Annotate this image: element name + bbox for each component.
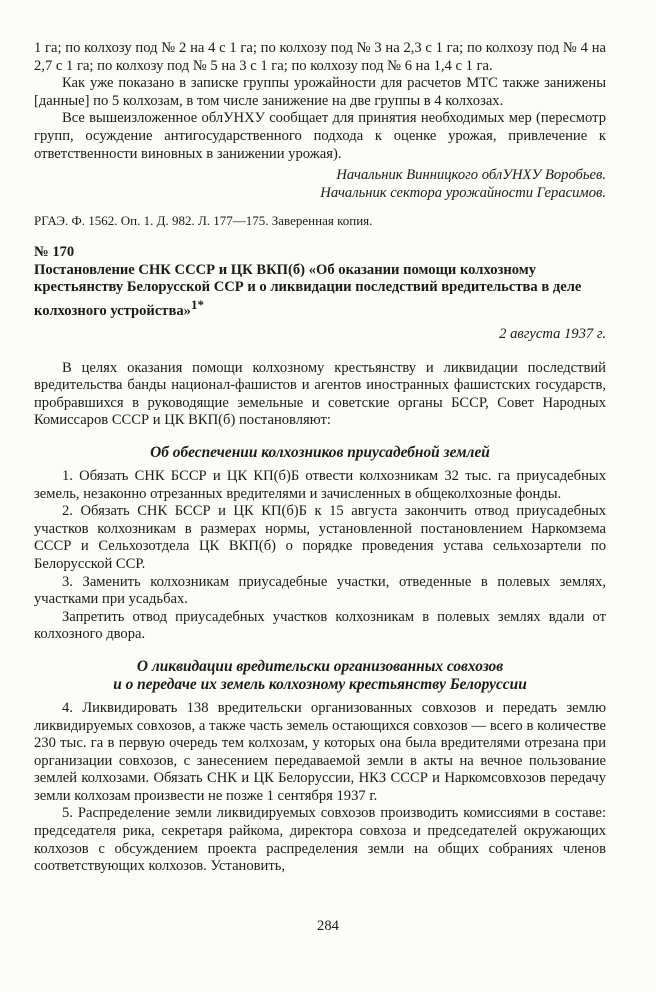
preamble-paragraph: В целях оказания помощи колхозному крестьянству и ликвидации последствий вредительства банды национал-фашистов и агентов иностранных фашистских государств, пробравшихся в руководящие земельные и советские органы БССР, Совет Народных Комиссаров СССР и ЦК ВКП(б) постановляют: [34,359,606,429]
item-1: 1. Обязать СНК БССР и ЦК КП(б)Б отвести колхозникам 32 тыс. га приусадебных земель, незаконно отрезанных вредителями и зачисленных в общеколхозные фонды. [34,467,606,502]
item-4: 4. Ликвидировать 138 вредительски организованных совхозов и передать землю ликвидируемых совхозов, а также часть земель остающихся совхозов — всего в количестве 230 тыс. га в первую очередь тем колхозам, у которых она была вредителями отрезана при организации совхозов, с занесением передаваемой земли в акты на вечное пользование землей колхозами. Обязать СНК и ЦК Белоруссии, НКЗ СССР и Наркомсовхозов передачу земли колхозам произвести не позже 1 сентября 1937 г. [34,699,606,804]
intro-paragraph: 1 га; по колхозу под № 2 на 4 с 1 га; по колхозу под № 3 на 2,3 с 1 га; по колхозу под № 4 на 2,7 с 1 га; по колхозу под № 5 на 3 с 1 га; по колхозу под № 6 на 1,4 с 1 га. [34,40,606,74]
document-title-note: 1* [190,296,204,312]
mts-paragraph: Как уже показано в записке группы урожайности для расчетов МТС также занижены [данные] по 5 колхозам, в том числе занижение на две группы в 4 колхозах. [34,75,606,109]
signature-line-1: Начальник Винницкого облУНХУ Воробьев. [336,167,606,184]
document-title [34,262,606,320]
document-title-text: Постановление СНК СССР и ЦК ВКП(б) «Об оказании помощи колхозному крестьянству Белорусской ССР и о ликвидации последствий вредительства в деле колхозного устройства» [34,261,582,319]
measures-paragraph: Все вышеизложенное облУНХУ сообщает для принятия необходимых мер (пересмотр групп, осуждение антигосударственного подхода к оценке урожая, привлечение к ответственности виновных в занижении урожая). [34,110,606,162]
item-2: 2. Обязать СНК БССР и ЦК КП(б)Б к 15 августа закончить отвод приусадебных участков колхозникам в размерах нормы, установленной постановлением Наркомзема СССР и Сельхозотдела ЦК ВКП(б) о порядке проведения устава сельхозартели по Белорусской ССР. [34,503,606,572]
item-3b: Запретить отвод приусадебных участков колхозникам в полевых землях вдали от колхозного двора. [34,608,606,643]
page-number: 284 [317,918,339,934]
signature-line-2: Начальник сектора урожайности Герасимов. [320,184,606,201]
item-5: 5. Распределение земли ликвидируемых совхозов производить комиссиями в составе: председателя рика, секретаря райкома, директора совхоза и председателей окружающих колхозов с обсуждением проекта распределения земли на общих собраниях членов соответствующих колхозов. Установить, [34,805,606,875]
section-2-heading [34,658,606,694]
section-1-heading: Об обеспечении колхозников приусадебной землей [150,443,490,461]
document-date: 2 августа 1937 г. [499,326,606,342]
archive-source: РГАЭ. Ф. 1562. Оп. 1. Д. 982. Л. 177—175. Заверенная копия. [34,213,373,229]
section-2-heading-line-2: и о передаче их земель колхозному крестьянству Белоруссии [113,675,527,693]
item-3: 3. Заменить колхозникам приусадебные участки, отведенные в полевых землях, участками при усадьбах. [34,573,606,608]
document-number: № 170 [34,243,75,260]
section-2-heading-line-1: О ликвидации вредительски организованных совхозов [136,657,504,675]
